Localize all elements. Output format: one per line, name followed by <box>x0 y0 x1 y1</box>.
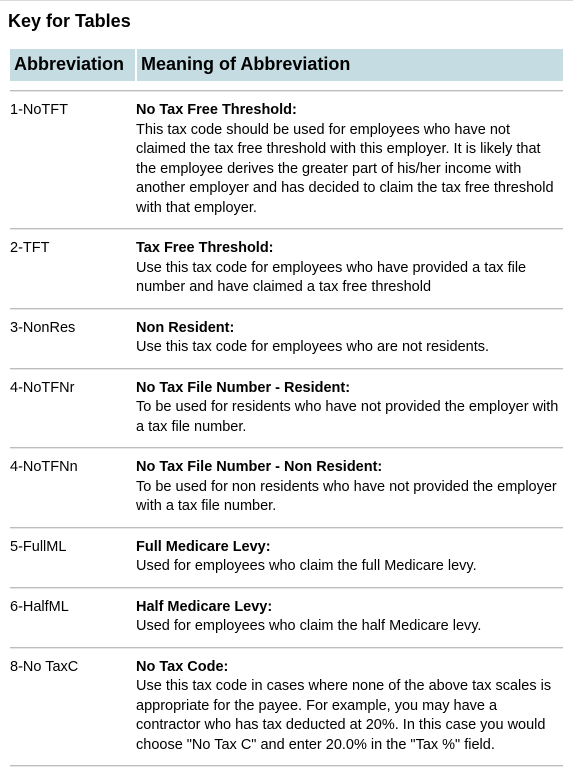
table-row <box>10 230 563 308</box>
meaning-term: No Tax File Number - Resident: <box>136 379 351 396</box>
abbreviation-cell: 5-FullML <box>10 538 67 555</box>
meaning-description: To be used for non residents who have not provided the employer with a tax file number. <box>136 478 557 514</box>
table-row <box>10 589 563 647</box>
row-divider <box>10 765 563 767</box>
table-body <box>10 90 563 767</box>
meaning-term: No Tax Code: <box>136 658 229 675</box>
meaning-description: Used for employees who claim the full Medicare levy. <box>136 558 477 574</box>
abbreviation-cell: 6-HalfML <box>10 598 69 615</box>
meaning-description: To be used for residents who have not provided the employer with a tax file number. <box>136 399 559 435</box>
table-row <box>10 370 563 448</box>
table-row <box>10 529 563 587</box>
meaning-term: Tax Free Threshold: <box>136 240 274 256</box>
table-row <box>10 310 563 368</box>
abbreviation-cell: 1-NoTFT <box>10 102 68 118</box>
meaning-cell <box>136 458 563 517</box>
meaning-cell <box>136 538 563 577</box>
table-row <box>10 649 563 766</box>
meaning-term: No Tax File Number - Non Resident: <box>136 459 383 475</box>
column-header-abbreviation: Abbreviation <box>14 54 125 74</box>
meaning-cell <box>136 598 563 637</box>
meaning-description: Use this tax code for employees who have provided a tax file number and have claimed a tax free threshold <box>136 259 527 295</box>
meaning-term: Non Resident: <box>136 319 235 336</box>
table-row <box>10 92 563 228</box>
meaning-term: Half Medicare Levy: <box>136 598 273 615</box>
meaning-term: Full Medicare Levy: <box>136 538 271 555</box>
meaning-term: No Tax Free Threshold: <box>136 102 297 118</box>
abbreviation-cell: 8-No TaxC <box>10 658 79 675</box>
table-row <box>10 449 563 527</box>
meaning-description: Use this tax code in cases where none of the above tax scales is appropriate for the payee. For example, you may have a contractor who has tax deducted at 20%. In this case you would choose "No Tax C" and enter 20.0% in the "Tax %" field. <box>136 678 552 753</box>
meaning-cell <box>136 239 563 298</box>
abbreviation-cell: 3-NonRes <box>10 319 76 336</box>
column-divider <box>135 49 137 81</box>
page-title: Key for Tables <box>8 11 131 31</box>
meaning-description: Used for employees who claim the half Medicare levy. <box>136 618 482 634</box>
column-header-meaning: Meaning of Abbreviation <box>141 54 351 74</box>
abbreviation-cell: 2-TFT <box>10 240 50 256</box>
meaning-cell <box>136 658 563 756</box>
table-header <box>10 49 563 81</box>
meaning-description: This tax code should be used for employees who have not claimed the tax free threshold with this employer. It is likely that the employee derives the greater part of his/her income with another employer and has decided to claim the tax free threshold with that employer. <box>136 121 554 216</box>
meaning-cell <box>136 101 563 218</box>
meaning-cell <box>136 379 563 438</box>
meaning-cell <box>136 319 563 358</box>
meaning-description: Use this tax code for employees who are not residents. <box>136 339 490 355</box>
abbreviation-cell: 4-NoTFNn <box>10 459 78 475</box>
abbreviation-cell: 4-NoTFNr <box>10 379 75 396</box>
